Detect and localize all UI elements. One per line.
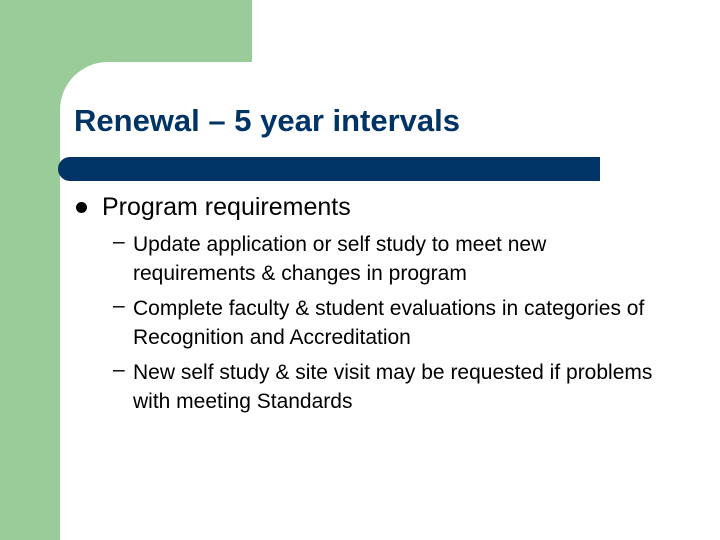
sub-bullet-text: New self study & site visit may be requested if problems with meeting Standards [133, 361, 653, 413]
bullet-dot-icon [76, 202, 87, 213]
title-underline-bar [58, 157, 600, 181]
dash-bullet-icon: – [113, 230, 125, 253]
green-left-strip [0, 0, 60, 540]
sub-bullet-text: Complete faculty & student evaluations in categories of Recognition and Accreditation [133, 297, 645, 349]
dash-bullet-icon: – [113, 358, 125, 381]
slide-title: Renewal – 5 year intervals [74, 103, 461, 138]
dash-bullet-icon: – [113, 294, 125, 317]
bullet-program-requirements: Program requirements [102, 193, 351, 221]
sub-bullet-text: Update application or self study to meet new requirements & changes in program [133, 233, 547, 285]
